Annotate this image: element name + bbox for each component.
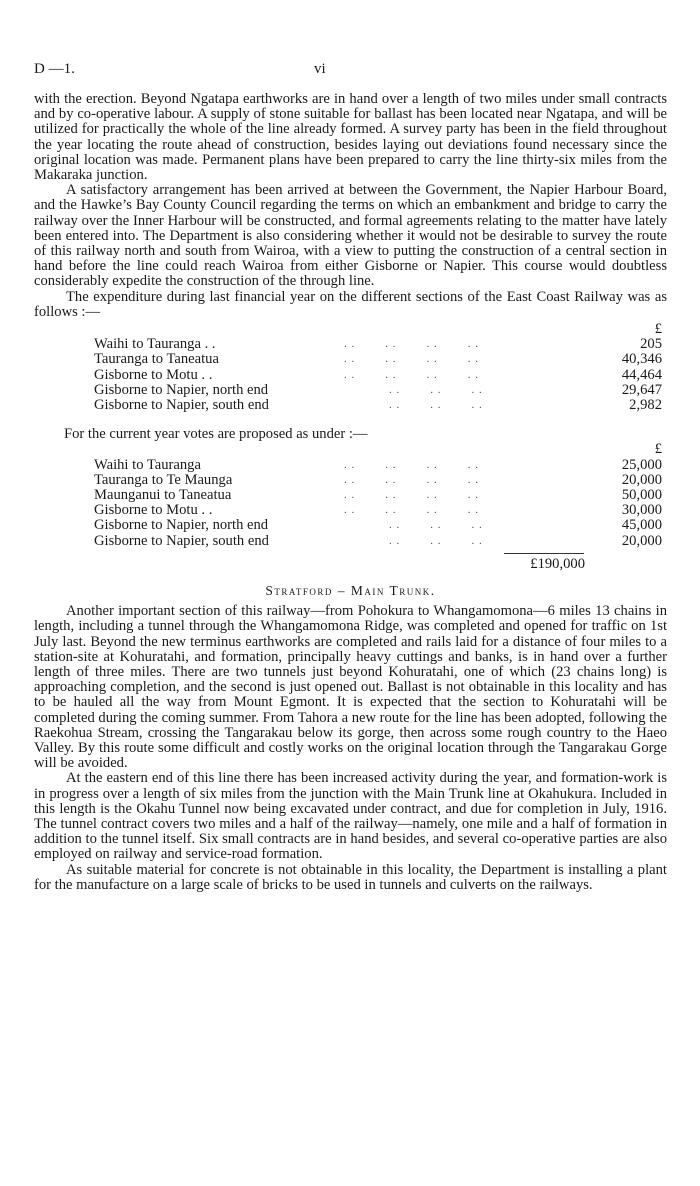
- section-label: Gisborne to Motu . .: [94, 366, 213, 383]
- section-label: Tauranga to Te Maunga: [94, 471, 233, 488]
- section-amount: 30,000: [621, 502, 662, 519]
- paragraph-bricks: As suitable material for concrete is not obtainable in this locality, the Department is installing a plant for the manufacture on a large scale of bricks to be used in tunnels and culverts on the railways.: [34, 861, 667, 893]
- expenditure-table: [94, 322, 662, 413]
- table-row: Gisborne to Napier, north end . . . . . . 29,647: [94, 381, 662, 398]
- section-label: Gisborne to Napier, south end: [94, 532, 269, 549]
- paragraph-ngatapa: with the erection. Beyond Ngatapa earthworks are in hand over a length of two miles under small contracts and by co-operative labour. A supply of stone suitable for ballast has been located near Ngatapa, and will be utilized for practically the whole of the line already formed. A survey party has been in the field throughout the year locating the route ahead of construction, besides laying out deviations found necessary since the original location was made. Permanent plans have been prepared to carry the line thirty-six miles from the Makaraka junction.: [34, 91, 667, 184]
- section-label: Waihi to Tauranga: [94, 456, 201, 473]
- section-heading: Stratford – Main Trunk.: [265, 582, 436, 598]
- document-page: [34, 62, 667, 893]
- paragraph-napier-harbour: A satisfactory arrangement has been arrived at between the Government, the Napier Harbour Board, and the Hawke’s Bay County Council regarding the terms on which an embankment and bridge to carry the railway over the Inner Harbour will be constructed, and formal agreements relating to the matter have lately been entered into. The Department is also considering whether it would not be desirable to survey the route of this railway north and south from Wairoa, with a view to putting the construction of a central section in hand before the line could reach Wairoa from either Gisborne or Napier. This course would doubtless considerably expedite the construction of the through line.: [34, 182, 667, 290]
- section-label: Waihi to Tauranga . .: [94, 336, 216, 353]
- section-amount: 205: [640, 336, 662, 353]
- table-row: Waihi to Tauranga . . . . . . . . 25,000: [94, 456, 662, 473]
- section-label: Tauranga to Taneatua: [94, 351, 219, 368]
- votes-total: [34, 551, 667, 575]
- section-amount: 44,464: [621, 366, 662, 383]
- section-amount: 25,000: [621, 456, 662, 473]
- proposed-votes-table: [94, 442, 662, 548]
- currency-unit: £: [654, 321, 662, 338]
- table-row: Gisborne to Napier, north end . . . . . . 45,000: [94, 517, 662, 534]
- section-amount: 2,982: [629, 397, 662, 414]
- section-label: Gisborne to Motu . .: [94, 502, 213, 519]
- table-row: Maunganui to Taneatua . . . . . . . . 50,000: [94, 487, 662, 504]
- page-number: vi: [314, 61, 326, 77]
- section-amount: 29,647: [621, 381, 662, 398]
- table-row: Waihi to Tauranga . . . . . . . . . . 205: [94, 336, 662, 353]
- table-row: Gisborne to Napier, south end . . . . . . 2,982: [94, 397, 662, 414]
- table-row: Gisborne to Napier, south end . . . . . . 20,000: [94, 532, 662, 549]
- page-header: [34, 62, 667, 92]
- paragraph-whangamomona: Another important section of this railway—from Pohokura to Whangamomona—6 miles 13 chains in length, including a tunnel through the Whangamomona Ridge, was completed and opened for traffic on 1st July last. Beyond the new terminus earthworks are completed and rails laid for a distance of four miles to a station-site at Kohuratahi, and formation, principally heavy cuttings and banks, is in hand over a further length of three miles. There are two tunnels just beyond Kohuratahi, one of which (23 chains long) is approaching completion, and the second is just opened out. Ballast is not obtainable in this locality and has to be hauled all the way from Mount Egmont. It is expected that the section to Kohuratahi will be completed during the coming summer. From Tahora a new route for the line has been adopted, following the Raekohua Stream, crossing the Tangarakau below its gorge, then across some rough country to the Haeo Valley. By this route some difficult and costly works on the original location through the Tangarakau Gorge will be avoided.: [34, 603, 667, 772]
- table-row: Gisborne to Motu . . . . . . . . . . 30,000: [94, 502, 662, 519]
- votes-intro: For the current year votes are proposed as under :—: [64, 426, 368, 443]
- section-label: Gisborne to Napier, north end: [94, 381, 269, 398]
- table-row: Tauranga to Taneatua . . . . . . . . 40,346: [94, 351, 662, 368]
- document-code: D —1.: [34, 61, 75, 77]
- table-row: Tauranga to Te Maunga . . . . . . . . 20,000: [94, 471, 662, 488]
- total-amount: £190,000: [530, 555, 585, 572]
- section-amount: 20,000: [621, 471, 662, 488]
- section-label: Maunganui to Taneatua: [94, 487, 232, 504]
- total-rule: [504, 553, 584, 554]
- paragraph-expenditure-intro: The expenditure during last financial year on the different sections of the East Coast Railway was as follows :—: [34, 288, 667, 320]
- section-amount: 40,346: [621, 351, 662, 368]
- currency-unit: £: [654, 441, 662, 458]
- section-amount: 20,000: [621, 532, 662, 549]
- section-label: Gisborne to Napier, south end: [94, 397, 269, 414]
- paragraph-eastern-end: At the eastern end of this line there has been increased activity during the year, and formation-work is in progress over a length of six miles from the junction with the Main Trunk line at Okahukura. Included in this length is the Okahu Tunnel now being excavated under contract, and due for completion in July, 1916. The tunnel contract covers two miles and a half of the railway—namely, one mile and a half of formation in addition to the tunnel itself. Six small contracts are in hand besides, and several co-operative parties are also employed on railway and service-road formation.: [34, 770, 667, 863]
- table-row: Gisborne to Motu . . . . . . . . . . 44,464: [94, 366, 662, 383]
- section-amount: 50,000: [621, 487, 662, 504]
- section-amount: 45,000: [621, 517, 662, 534]
- section-label: Gisborne to Napier, north end: [94, 517, 269, 534]
